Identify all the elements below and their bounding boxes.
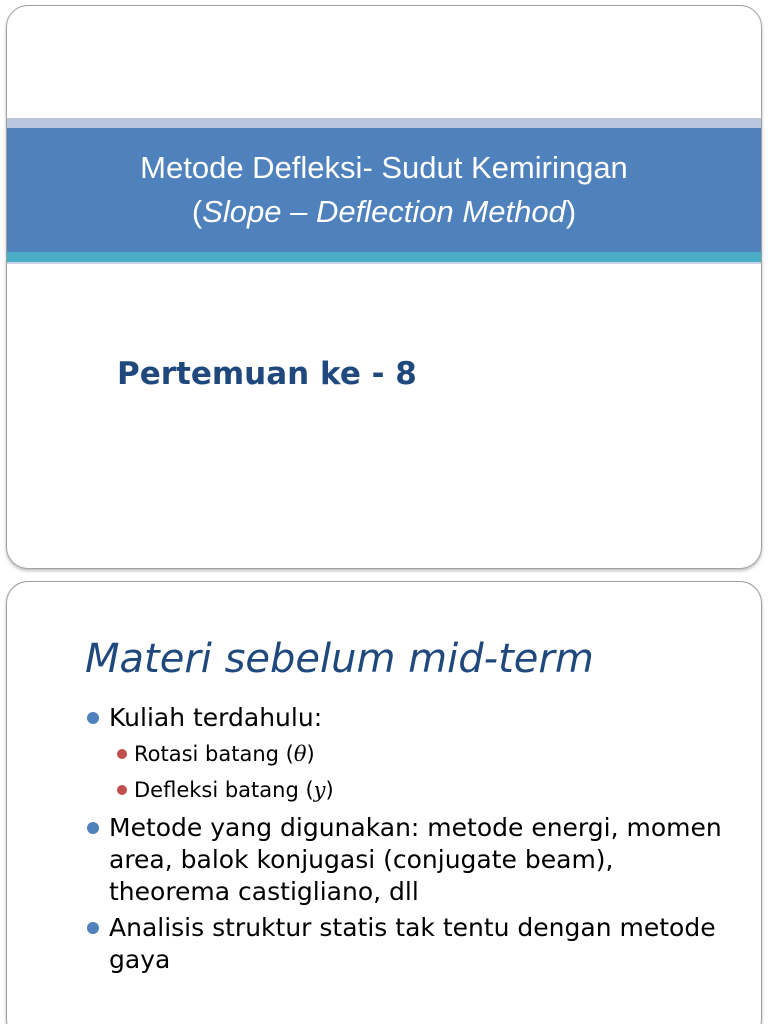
slide-2-title: Materi sebelum mid-term [85,636,594,682]
title-italic-deflection-method: Deflection Method [315,194,566,229]
bullet-list [85,702,725,980]
sub-bullet-dot-icon [117,785,127,795]
title-bottom-line [7,262,761,264]
title-band [7,128,761,252]
title-bottom-strip [7,252,761,262]
bullet-item [85,812,725,908]
sub-bullet-text: Rotasi batang ( [134,742,294,766]
y-symbol: y [313,778,326,802]
paren-open: ( [191,194,203,229]
bullet-dot-icon [87,712,99,724]
slide-title-line-1: Metode Defleksi- Sudut Kemiringan [140,150,628,185]
bullet-text: Kuliah terdahulu: [109,703,323,732]
bullet-item [85,702,725,808]
sub-bullet-close: ) [325,778,334,802]
sub-bullet-list [109,736,725,808]
paren-close: ) [565,194,577,229]
title-top-strip [7,118,761,128]
sub-bullet-dot-icon [117,749,127,759]
theta-symbol: θ [293,742,307,766]
bullet-dot-icon [87,822,99,834]
slide-2[interactable] [6,581,762,1024]
sub-bullet-text: Defleksi batang ( [134,778,314,802]
bullet-text: Analisis struktur statis tak tentu dengan metode gaya [109,913,716,974]
bullet-dot-icon [87,922,99,934]
sub-bullet-close: ) [306,742,315,766]
title-dash: – [281,194,316,229]
slide-title-line-2 [192,190,576,234]
bullet-text: Metode yang digunakan: metode energi, momen area, balok konjugasi (conjugate beam), theorema castigliano, dll [109,813,722,906]
sub-bullet-item [109,736,725,772]
sub-bullet-item [109,772,725,808]
slide-subtitle: Pertemuan ke - 8 [117,356,417,392]
slide-1[interactable] [6,5,762,569]
bullet-item [85,912,725,976]
title-italic-slope: Slope [202,194,282,229]
